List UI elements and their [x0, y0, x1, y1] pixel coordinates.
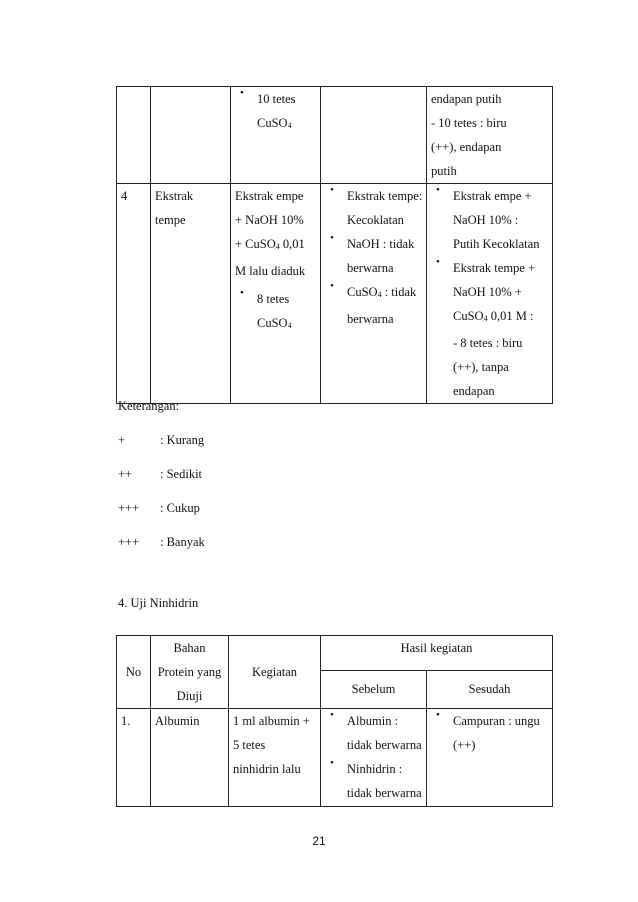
- list-item: [431, 709, 548, 757]
- sesudah-text: • Ekstrak empe +: [453, 189, 532, 203]
- header-sebelum-text: Sebelum: [351, 681, 396, 696]
- header-bahan-text: Protein yang: [157, 665, 222, 679]
- list-item: [325, 184, 422, 232]
- bahan-text: tempe: [155, 213, 186, 227]
- sebelum-text: tidak berwarna: [347, 786, 422, 800]
- cell-no: [117, 709, 151, 807]
- sesudah-text: • Campuran : ungu: [453, 714, 540, 728]
- cell-bahan: [151, 87, 231, 184]
- bahan-text: Albumin: [155, 714, 200, 728]
- sebelum-text: • CuSO$_4$ : tidak: [347, 285, 417, 299]
- legend-item: [118, 535, 205, 569]
- cell-sebelum: [321, 709, 427, 807]
- cell-sebelum: [321, 87, 427, 184]
- sebelum-text: berwarna: [347, 312, 394, 326]
- kegiatan-text: 5 tetes: [233, 738, 266, 752]
- sesudah-text: putih: [431, 164, 457, 178]
- legend-symbol: ++: [118, 467, 133, 481]
- cell-sebelum: [321, 184, 427, 404]
- ninhidrin-results-table: [116, 635, 553, 807]
- sebelum-text: • Ekstrak tempe:: [347, 189, 423, 203]
- cell-bahan: [151, 709, 229, 807]
- sebelum-text: • NaOH : tidak: [347, 237, 415, 251]
- legend-item: [118, 501, 205, 535]
- header-kegiatan: [229, 636, 321, 709]
- legend-title-text: Keterangan:: [118, 399, 180, 413]
- sesudah-text: CuSO$_4$ 0,01 M :: [453, 309, 534, 323]
- sesudah-text: Putih Kecoklatan: [453, 237, 540, 251]
- header-bahan: [151, 636, 229, 709]
- sesudah-text: - 10 tetes : biru: [431, 116, 507, 130]
- kegiatan-text: • 8 tetes: [257, 292, 290, 306]
- header-hasil: [321, 636, 553, 671]
- row-number: 1.: [121, 714, 131, 728]
- list-item: [431, 184, 548, 256]
- legend-symbol: +: [118, 433, 126, 447]
- header-no: [117, 636, 151, 709]
- legend-item: [118, 467, 205, 501]
- sesudah-text: - 8 tetes : biru: [453, 336, 523, 350]
- section-title: 4. Uji Ninhidrin: [118, 596, 199, 610]
- list-item: [325, 280, 422, 331]
- legend-title: [118, 399, 205, 433]
- cell-sesudah: [427, 184, 553, 404]
- list-item: [235, 287, 316, 338]
- sebelum-text: tidak berwarna: [347, 738, 422, 752]
- cell-kegiatan: [231, 87, 321, 184]
- header-no-text: No: [125, 664, 142, 679]
- kegiatan-text: M lalu diaduk: [235, 264, 306, 278]
- header-hasil-text: Hasil kegiatan: [400, 641, 473, 655]
- legend: [118, 399, 205, 569]
- page-number: 21: [312, 834, 326, 848]
- sebelum-text: berwarna: [347, 261, 394, 275]
- bahan-text: Ekstrak: [155, 189, 194, 203]
- sesudah-text: • Ekstrak tempe +: [453, 261, 536, 275]
- kegiatan-text: 1 ml albumin +: [233, 714, 310, 728]
- cell-sesudah: [427, 87, 553, 184]
- cell-kegiatan: [229, 709, 321, 807]
- list-item: [431, 256, 548, 403]
- sesudah-text: NaOH 10% +: [453, 285, 522, 299]
- table-row-1: [117, 709, 553, 807]
- legend-label: : Kurang: [160, 433, 205, 447]
- legend-label: : Sedikit: [160, 467, 203, 481]
- kegiatan-text: • 10 tetes: [257, 92, 296, 106]
- cell-no: [117, 87, 151, 184]
- table-row-4: [117, 184, 553, 404]
- table-row-continued: [117, 87, 553, 184]
- header-sesudah: [427, 670, 553, 708]
- header-bahan-text: Diuji: [176, 689, 203, 703]
- kegiatan-text: ninhidrin lalu: [233, 762, 301, 776]
- sebelum-text: • Albumin :: [347, 714, 399, 728]
- sesudah-text: (++), endapan: [431, 140, 502, 154]
- kegiatan-text: CuSO$_4$: [257, 116, 292, 130]
- sebelum-text: Kecoklatan: [347, 213, 404, 227]
- row-number: 4: [121, 189, 128, 203]
- header-kegiatan-text: Kegiatan: [251, 664, 298, 679]
- sesudah-text: (++): [453, 738, 476, 752]
- sesudah-text: endapan putih: [431, 92, 502, 106]
- sesudah-text: (++), tanpa: [453, 360, 509, 374]
- legend-label: : Banyak: [160, 535, 205, 549]
- header-sesudah-text: Sesudah: [468, 681, 511, 696]
- kegiatan-text: + CuSO$_4$ 0,01: [235, 237, 305, 251]
- legend-symbol: +++: [118, 535, 140, 549]
- cell-kegiatan: [231, 184, 321, 404]
- list-item: [325, 232, 422, 280]
- cell-bahan: [151, 184, 231, 404]
- kegiatan-text: Ekstrak empe: [235, 189, 304, 203]
- header-bahan-text: Bahan: [173, 641, 206, 655]
- header-sebelum: [321, 670, 427, 708]
- list-item: [325, 709, 422, 757]
- legend-item: [118, 433, 205, 467]
- sesudah-text: NaOH 10% :: [453, 213, 519, 227]
- list-item: [325, 757, 422, 805]
- sesudah-text: endapan: [453, 384, 495, 398]
- biuret-results-table: [116, 86, 553, 404]
- list-item: [235, 87, 316, 138]
- legend-label: : Cukup: [160, 501, 200, 515]
- cell-no: [117, 184, 151, 404]
- kegiatan-text: CuSO$_4$: [257, 316, 292, 330]
- kegiatan-text: + NaOH 10%: [235, 213, 304, 227]
- table-header-row: [117, 636, 553, 671]
- cell-sesudah: [427, 709, 553, 807]
- sebelum-text: • Ninhidrin :: [347, 762, 403, 776]
- legend-symbol: +++: [118, 501, 140, 515]
